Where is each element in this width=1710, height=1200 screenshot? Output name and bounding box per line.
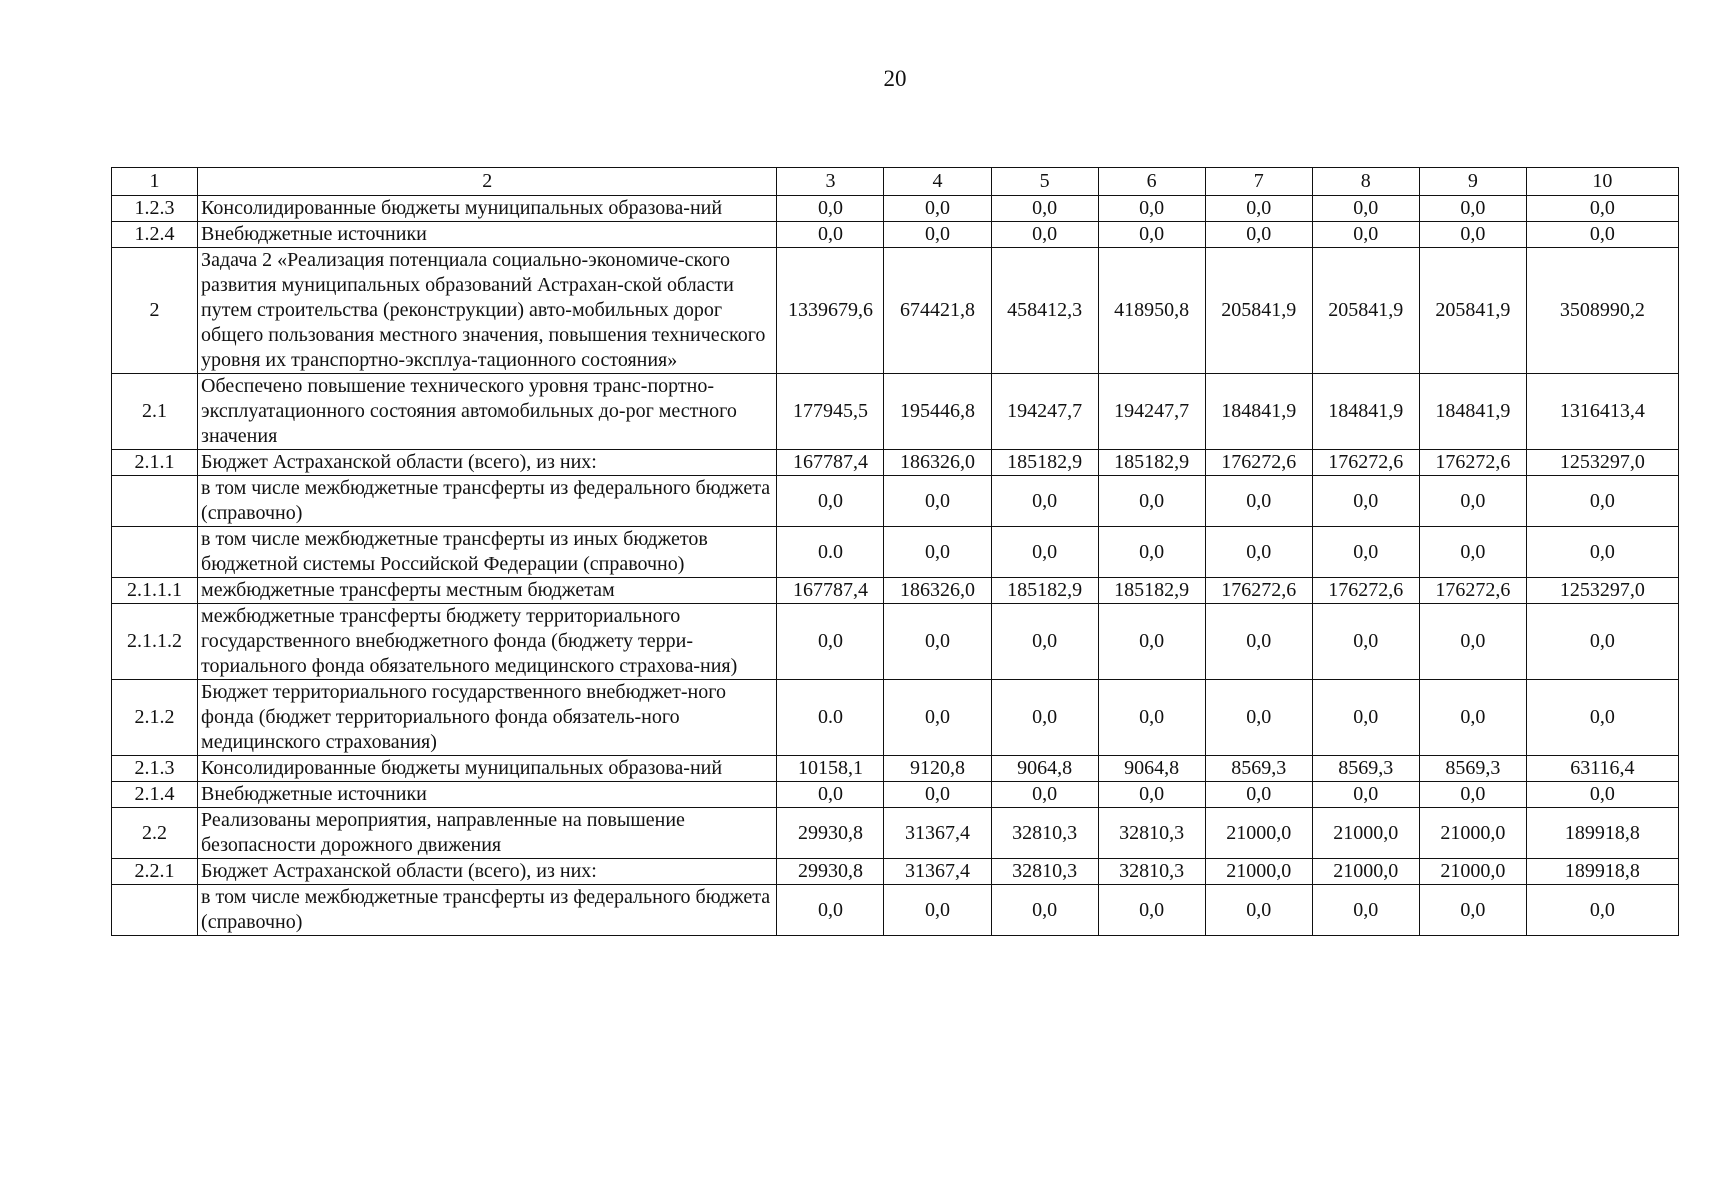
row-value-cell: 0,0 (1205, 476, 1312, 527)
column-header: 8 (1312, 168, 1419, 196)
row-value-cell: 0,0 (1312, 476, 1419, 527)
row-value-cell: 0,0 (991, 222, 1098, 248)
row-value-cell: 189918,8 (1526, 808, 1678, 859)
row-value-cell: 0,0 (991, 196, 1098, 222)
row-name-cell: Внебюджетные источники (198, 782, 777, 808)
row-value-cell: 184841,9 (1312, 374, 1419, 450)
row-value-cell: 0,0 (884, 476, 991, 527)
row-value-cell: 0,0 (1419, 680, 1526, 756)
row-value-cell: 0,0 (1205, 680, 1312, 756)
row-value-cell: 0.0 (777, 680, 884, 756)
table-row (112, 885, 1679, 936)
row-value-cell: 0,0 (1526, 222, 1678, 248)
row-value-cell: 32810,3 (991, 808, 1098, 859)
row-value-cell: 0,0 (991, 885, 1098, 936)
row-value-cell: 0,0 (1419, 885, 1526, 936)
row-value-cell: 0,0 (991, 527, 1098, 578)
row-value-cell: 0,0 (1205, 604, 1312, 680)
table-row (112, 374, 1679, 450)
row-name-cell: Реализованы мероприятия, направленные на повышение безопасности дорожного движения (198, 808, 777, 859)
row-value-cell: 0,0 (1526, 196, 1678, 222)
table-row (112, 782, 1679, 808)
row-value-cell: 0,0 (1312, 782, 1419, 808)
row-name-cell: в том числе межбюджетные трансферты из федерального бюджета (справочно) (198, 476, 777, 527)
row-value-cell: 186326,0 (884, 450, 991, 476)
row-value-cell: 8569,3 (1419, 756, 1526, 782)
row-value-cell: 0,0 (991, 680, 1098, 756)
table-body (112, 196, 1679, 936)
column-header: 3 (777, 168, 884, 196)
row-value-cell: 185182,9 (1098, 578, 1205, 604)
row-value-cell: 205841,9 (1419, 248, 1526, 374)
row-value-cell: 186326,0 (884, 578, 991, 604)
row-code-cell: 2.1.3 (112, 756, 198, 782)
row-value-cell: 29930,8 (777, 808, 884, 859)
row-value-cell: 0,0 (1312, 680, 1419, 756)
row-value-cell: 0,0 (777, 782, 884, 808)
row-value-cell: 0,0 (884, 196, 991, 222)
row-value-cell: 0,0 (1419, 196, 1526, 222)
row-code-cell (112, 885, 198, 936)
row-name-cell: Обеспечено повышение технического уровня транс-портно-эксплуатационного состояния автомобильных до-рог местного значения (198, 374, 777, 450)
row-value-cell: 177945,5 (777, 374, 884, 450)
row-name-cell: Внебюджетные источники (198, 222, 777, 248)
row-value-cell: 189918,8 (1526, 859, 1678, 885)
row-name-cell: Бюджет территориального государственного внебюджет-ного фонда (бюджет территориального фонда обязатель-ного медицинского страхования) (198, 680, 777, 756)
table-row (112, 756, 1679, 782)
row-value-cell: 32810,3 (991, 859, 1098, 885)
row-value-cell: 1339679,6 (777, 248, 884, 374)
row-value-cell: 1253297,0 (1526, 578, 1678, 604)
row-code-cell: 2.2 (112, 808, 198, 859)
row-value-cell: 32810,3 (1098, 859, 1205, 885)
table-row (112, 604, 1679, 680)
row-code-cell: 2.1.1 (112, 450, 198, 476)
row-value-cell: 21000,0 (1205, 859, 1312, 885)
row-name-cell: Бюджет Астраханской области (всего), из них: (198, 859, 777, 885)
row-value-cell: 0,0 (1205, 885, 1312, 936)
row-value-cell: 176272,6 (1419, 450, 1526, 476)
row-name-cell: Консолидированные бюджеты муниципальных образова-ний (198, 196, 777, 222)
row-value-cell: 0,0 (1526, 680, 1678, 756)
table-row (112, 527, 1679, 578)
table-row (112, 450, 1679, 476)
row-value-cell: 0.0 (777, 527, 884, 578)
row-value-cell: 9064,8 (991, 756, 1098, 782)
row-value-cell: 21000,0 (1419, 859, 1526, 885)
row-value-cell: 0,0 (1098, 476, 1205, 527)
row-value-cell: 9064,8 (1098, 756, 1205, 782)
table-row (112, 578, 1679, 604)
row-value-cell: 0,0 (1312, 196, 1419, 222)
table-row (112, 248, 1679, 374)
row-value-cell: 21000,0 (1312, 808, 1419, 859)
row-value-cell: 3508990,2 (1526, 248, 1678, 374)
row-value-cell: 21000,0 (1312, 859, 1419, 885)
row-name-cell: Задача 2 «Реализация потенциала социально-экономиче-ского развития муниципальных образований Астрахан-ской области путем строительства (реконструкции) авто-мобильных дорог общего пользования местного значения, повышения технического уровня их транспортно-эксплуа-тационного состояния» (198, 248, 777, 374)
row-value-cell: 0,0 (1419, 782, 1526, 808)
row-value-cell: 176272,6 (1419, 578, 1526, 604)
row-value-cell: 0,0 (1205, 196, 1312, 222)
column-header: 9 (1419, 168, 1526, 196)
row-code-cell: 1.2.3 (112, 196, 198, 222)
row-value-cell: 0,0 (777, 604, 884, 680)
row-value-cell: 0,0 (1419, 604, 1526, 680)
row-value-cell: 0,0 (1098, 885, 1205, 936)
row-name-cell: межбюджетные трансферты бюджету территориального государственного внебюджетного фонда (бюджету терри-ториального фонда обязательного медицинского страхова-ния) (198, 604, 777, 680)
row-value-cell: 32810,3 (1098, 808, 1205, 859)
row-value-cell: 0,0 (1098, 604, 1205, 680)
row-value-cell: 21000,0 (1419, 808, 1526, 859)
row-value-cell: 0,0 (1098, 527, 1205, 578)
row-value-cell: 0,0 (1312, 604, 1419, 680)
row-value-cell: 0,0 (991, 476, 1098, 527)
row-value-cell: 167787,4 (777, 578, 884, 604)
row-value-cell: 194247,7 (991, 374, 1098, 450)
column-header: 5 (991, 168, 1098, 196)
row-value-cell: 29930,8 (777, 859, 884, 885)
row-value-cell: 0,0 (1098, 222, 1205, 248)
row-value-cell: 0,0 (1312, 885, 1419, 936)
row-value-cell: 176272,6 (1205, 578, 1312, 604)
row-value-cell: 0,0 (777, 222, 884, 248)
budget-table (111, 167, 1679, 936)
row-value-cell: 205841,9 (1205, 248, 1312, 374)
row-code-cell (112, 476, 198, 527)
row-value-cell: 184841,9 (1205, 374, 1312, 450)
row-value-cell: 1253297,0 (1526, 450, 1678, 476)
row-value-cell: 1316413,4 (1526, 374, 1678, 450)
row-name-cell: Консолидированные бюджеты муниципальных образова-ний (198, 756, 777, 782)
column-header: 7 (1205, 168, 1312, 196)
column-header: 2 (198, 168, 777, 196)
row-value-cell: 63116,4 (1526, 756, 1678, 782)
row-value-cell: 418950,8 (1098, 248, 1205, 374)
row-value-cell: 205841,9 (1312, 248, 1419, 374)
row-value-cell: 0,0 (884, 885, 991, 936)
row-value-cell: 0,0 (991, 782, 1098, 808)
row-name-cell: в том числе межбюджетные трансферты из иных бюджетов бюджетной системы Российской Федерации (справочно) (198, 527, 777, 578)
row-code-cell: 2.1.1.1 (112, 578, 198, 604)
row-value-cell: 31367,4 (884, 859, 991, 885)
row-code-cell: 2.2.1 (112, 859, 198, 885)
page-number: 20 (883, 66, 907, 91)
row-value-cell: 176272,6 (1205, 450, 1312, 476)
row-value-cell: 0,0 (884, 604, 991, 680)
row-code-cell: 2.1 (112, 374, 198, 450)
row-code-cell: 2 (112, 248, 198, 374)
table-row (112, 222, 1679, 248)
row-code-cell (112, 527, 198, 578)
table-row (112, 196, 1679, 222)
row-value-cell: 184841,9 (1419, 374, 1526, 450)
row-name-cell: в том числе межбюджетные трансферты из федерального бюджета (справочно) (198, 885, 777, 936)
row-value-cell: 0,0 (1419, 476, 1526, 527)
row-value-cell: 195446,8 (884, 374, 991, 450)
row-value-cell: 0,0 (1205, 527, 1312, 578)
table-row (112, 476, 1679, 527)
row-value-cell: 0,0 (1526, 782, 1678, 808)
column-header: 4 (884, 168, 991, 196)
row-value-cell: 0,0 (884, 527, 991, 578)
row-name-cell: межбюджетные трансферты местным бюджетам (198, 578, 777, 604)
row-value-cell: 0,0 (1526, 885, 1678, 936)
row-value-cell: 0,0 (1419, 222, 1526, 248)
row-value-cell: 194247,7 (1098, 374, 1205, 450)
row-value-cell: 9120,8 (884, 756, 991, 782)
row-value-cell: 458412,3 (991, 248, 1098, 374)
row-value-cell: 31367,4 (884, 808, 991, 859)
row-value-cell: 0,0 (884, 782, 991, 808)
row-name-cell: Бюджет Астраханской области (всего), из них: (198, 450, 777, 476)
row-value-cell: 0,0 (1312, 222, 1419, 248)
row-value-cell: 0,0 (884, 680, 991, 756)
row-code-cell: 2.1.2 (112, 680, 198, 756)
row-value-cell: 0,0 (884, 222, 991, 248)
row-value-cell: 176272,6 (1312, 578, 1419, 604)
column-header: 6 (1098, 168, 1205, 196)
row-value-cell: 185182,9 (1098, 450, 1205, 476)
row-code-cell: 1.2.4 (112, 222, 198, 248)
row-value-cell: 0,0 (1205, 782, 1312, 808)
row-value-cell: 0,0 (1526, 527, 1678, 578)
row-value-cell: 0,0 (1312, 527, 1419, 578)
row-value-cell: 8569,3 (1205, 756, 1312, 782)
row-value-cell: 0,0 (1419, 527, 1526, 578)
table-row (112, 808, 1679, 859)
row-value-cell: 0,0 (777, 196, 884, 222)
row-value-cell: 176272,6 (1312, 450, 1419, 476)
row-value-cell: 0,0 (777, 885, 884, 936)
column-header: 10 (1526, 168, 1678, 196)
table-header-row (112, 168, 1679, 196)
row-value-cell: 167787,4 (777, 450, 884, 476)
row-value-cell: 674421,8 (884, 248, 991, 374)
table-row (112, 859, 1679, 885)
row-value-cell: 0,0 (777, 476, 884, 527)
row-value-cell: 185182,9 (991, 578, 1098, 604)
row-value-cell: 0,0 (1098, 680, 1205, 756)
row-code-cell: 2.1.4 (112, 782, 198, 808)
row-value-cell: 0,0 (1205, 222, 1312, 248)
row-code-cell: 2.1.1.2 (112, 604, 198, 680)
table-row (112, 680, 1679, 756)
row-value-cell: 10158,1 (777, 756, 884, 782)
row-value-cell: 185182,9 (991, 450, 1098, 476)
column-header: 1 (112, 168, 198, 196)
row-value-cell: 0,0 (1526, 604, 1678, 680)
row-value-cell: 21000,0 (1205, 808, 1312, 859)
row-value-cell: 0,0 (991, 604, 1098, 680)
row-value-cell: 0,0 (1098, 196, 1205, 222)
row-value-cell: 0,0 (1526, 476, 1678, 527)
row-value-cell: 0,0 (1098, 782, 1205, 808)
row-value-cell: 8569,3 (1312, 756, 1419, 782)
